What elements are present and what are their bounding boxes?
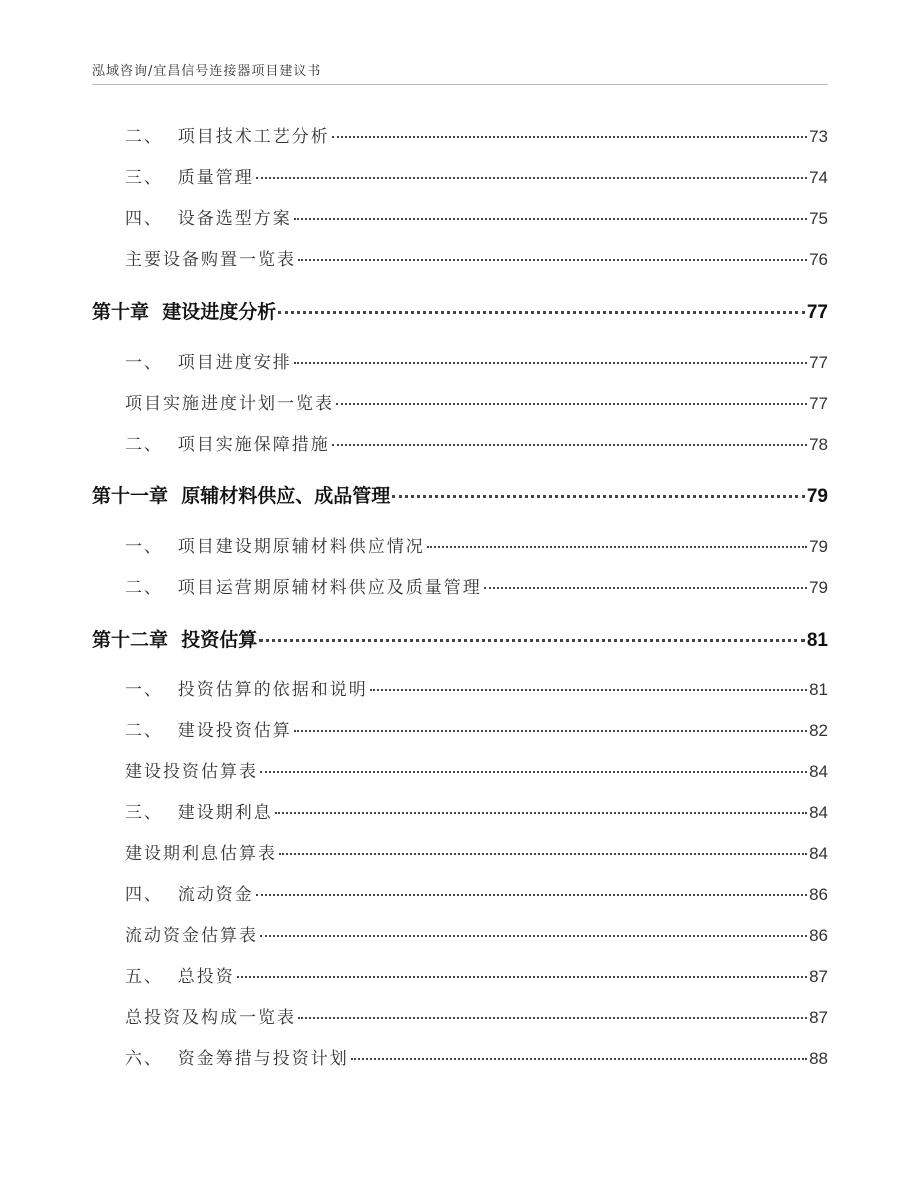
toc-dot-leader	[260, 771, 807, 773]
toc-entry-title: 二、 建设投资估算	[125, 721, 292, 741]
toc-dot-leader	[370, 689, 807, 691]
toc-page-number: 84	[809, 803, 828, 822]
page-header: 泓域咨询/宜昌信号连接器项目建议书	[92, 64, 322, 79]
toc-dot-leader	[392, 495, 805, 498]
toc-entry-title: 四、 设备选型方案	[125, 209, 292, 229]
toc-section-entry[interactable]	[125, 122, 828, 147]
toc-page-number: 76	[809, 250, 828, 269]
toc-page-number: 79	[806, 486, 828, 507]
toc-chapter-entry[interactable]	[92, 481, 828, 508]
toc-entry-title: 第十二章 投资估算	[92, 629, 258, 651]
toc-section-entry[interactable]	[125, 921, 828, 946]
toc-section-entry[interactable]	[125, 204, 828, 229]
toc-page-number: 84	[809, 844, 828, 863]
toc-entry-title: 建设投资估算表	[125, 762, 258, 782]
toc-dot-leader	[294, 218, 807, 220]
toc-dot-leader	[260, 935, 807, 937]
toc-dot-leader	[332, 136, 807, 138]
toc-section-entry[interactable]	[125, 880, 828, 905]
toc-dot-leader	[351, 1058, 807, 1060]
toc-section-entry[interactable]	[125, 716, 828, 741]
toc-dot-leader	[259, 639, 805, 642]
toc-dot-leader	[332, 444, 807, 446]
toc-dot-leader	[256, 894, 807, 896]
toc-entry-title: 二、 项目技术工艺分析	[125, 127, 330, 147]
toc-entry-title: 二、 项目实施保障措施	[125, 435, 330, 455]
toc-entry-title: 四、 流动资金	[125, 885, 254, 905]
toc-entry-title: 六、 资金筹措与投资计划	[125, 1049, 349, 1069]
toc-page-number: 86	[809, 926, 828, 945]
toc-page-number: 77	[809, 394, 828, 413]
toc-entry-title: 一、 项目进度安排	[125, 353, 292, 373]
toc-section-entry[interactable]	[125, 348, 828, 373]
toc-page-number: 81	[806, 630, 828, 651]
toc-entry-title: 总投资及构成一览表	[125, 1008, 296, 1028]
toc-section-entry[interactable]	[125, 1003, 828, 1028]
toc-section-entry[interactable]	[125, 573, 828, 598]
toc-entry-title: 五、 总投资	[125, 967, 235, 987]
toc-entry-title: 三、 建设期利息	[125, 803, 273, 823]
toc-dot-leader	[298, 259, 807, 261]
toc-dot-leader	[279, 853, 807, 855]
toc-dot-leader	[298, 1017, 807, 1019]
toc-dot-leader	[275, 812, 807, 814]
toc-entry-title: 第十章 建设进度分析	[92, 301, 277, 323]
toc-page-number: 87	[809, 967, 828, 986]
toc-section-entry[interactable]	[125, 245, 828, 270]
toc-section-entry[interactable]	[125, 389, 828, 414]
toc-entry-title: 三、 质量管理	[125, 168, 254, 188]
toc-entry-title: 第十一章 原辅材料供应、成品管理	[92, 485, 391, 507]
toc-chapter-entry[interactable]	[92, 625, 828, 652]
toc-chapter-entry[interactable]	[92, 297, 828, 324]
toc-section-entry[interactable]	[125, 962, 828, 987]
toc-dot-leader	[336, 403, 807, 405]
toc-section-entry[interactable]	[125, 798, 828, 823]
toc-entry-title: 一、 项目建设期原辅材料供应情况	[125, 537, 425, 557]
toc-page-number: 77	[809, 353, 828, 372]
toc-page-number: 86	[809, 885, 828, 904]
toc-page-number: 87	[809, 1008, 828, 1027]
toc-entry-title: 一、 投资估算的依据和说明	[125, 680, 368, 700]
toc-page-number: 81	[809, 680, 828, 699]
toc-dot-leader	[294, 730, 807, 732]
toc-page-number: 84	[809, 762, 828, 781]
toc-section-entry[interactable]	[125, 839, 828, 864]
toc-dot-leader	[278, 311, 805, 314]
toc-dot-leader	[484, 587, 807, 589]
toc-section-entry[interactable]	[125, 430, 828, 455]
toc-entry-title: 项目实施进度计划一览表	[125, 394, 334, 414]
toc-entry-title: 二、 项目运营期原辅材料供应及质量管理	[125, 578, 482, 598]
toc-entry-title: 主要设备购置一览表	[125, 250, 296, 270]
toc-section-entry[interactable]	[125, 1044, 828, 1069]
toc-dot-leader	[256, 177, 807, 179]
toc-dot-leader	[237, 976, 807, 978]
toc-dot-leader	[294, 362, 807, 364]
toc-page-number: 74	[809, 168, 828, 187]
toc-entry-title: 流动资金估算表	[125, 926, 258, 946]
toc-page-number: 77	[806, 302, 828, 323]
toc-page-number: 78	[809, 435, 828, 454]
toc-page-number: 75	[809, 209, 828, 228]
toc-page-number: 79	[809, 578, 828, 597]
toc-page-number: 82	[809, 721, 828, 740]
toc-entry-title: 建设期利息估算表	[125, 844, 277, 864]
toc-page-number: 88	[809, 1049, 828, 1068]
toc-section-entry[interactable]	[125, 532, 828, 557]
toc-section-entry[interactable]	[125, 163, 828, 188]
toc-dot-leader	[427, 546, 807, 548]
toc-section-entry[interactable]	[125, 757, 828, 782]
toc-page-number: 79	[809, 537, 828, 556]
toc-section-entry[interactable]	[125, 675, 828, 700]
toc-page-number: 73	[809, 127, 828, 146]
header-divider	[92, 84, 828, 85]
